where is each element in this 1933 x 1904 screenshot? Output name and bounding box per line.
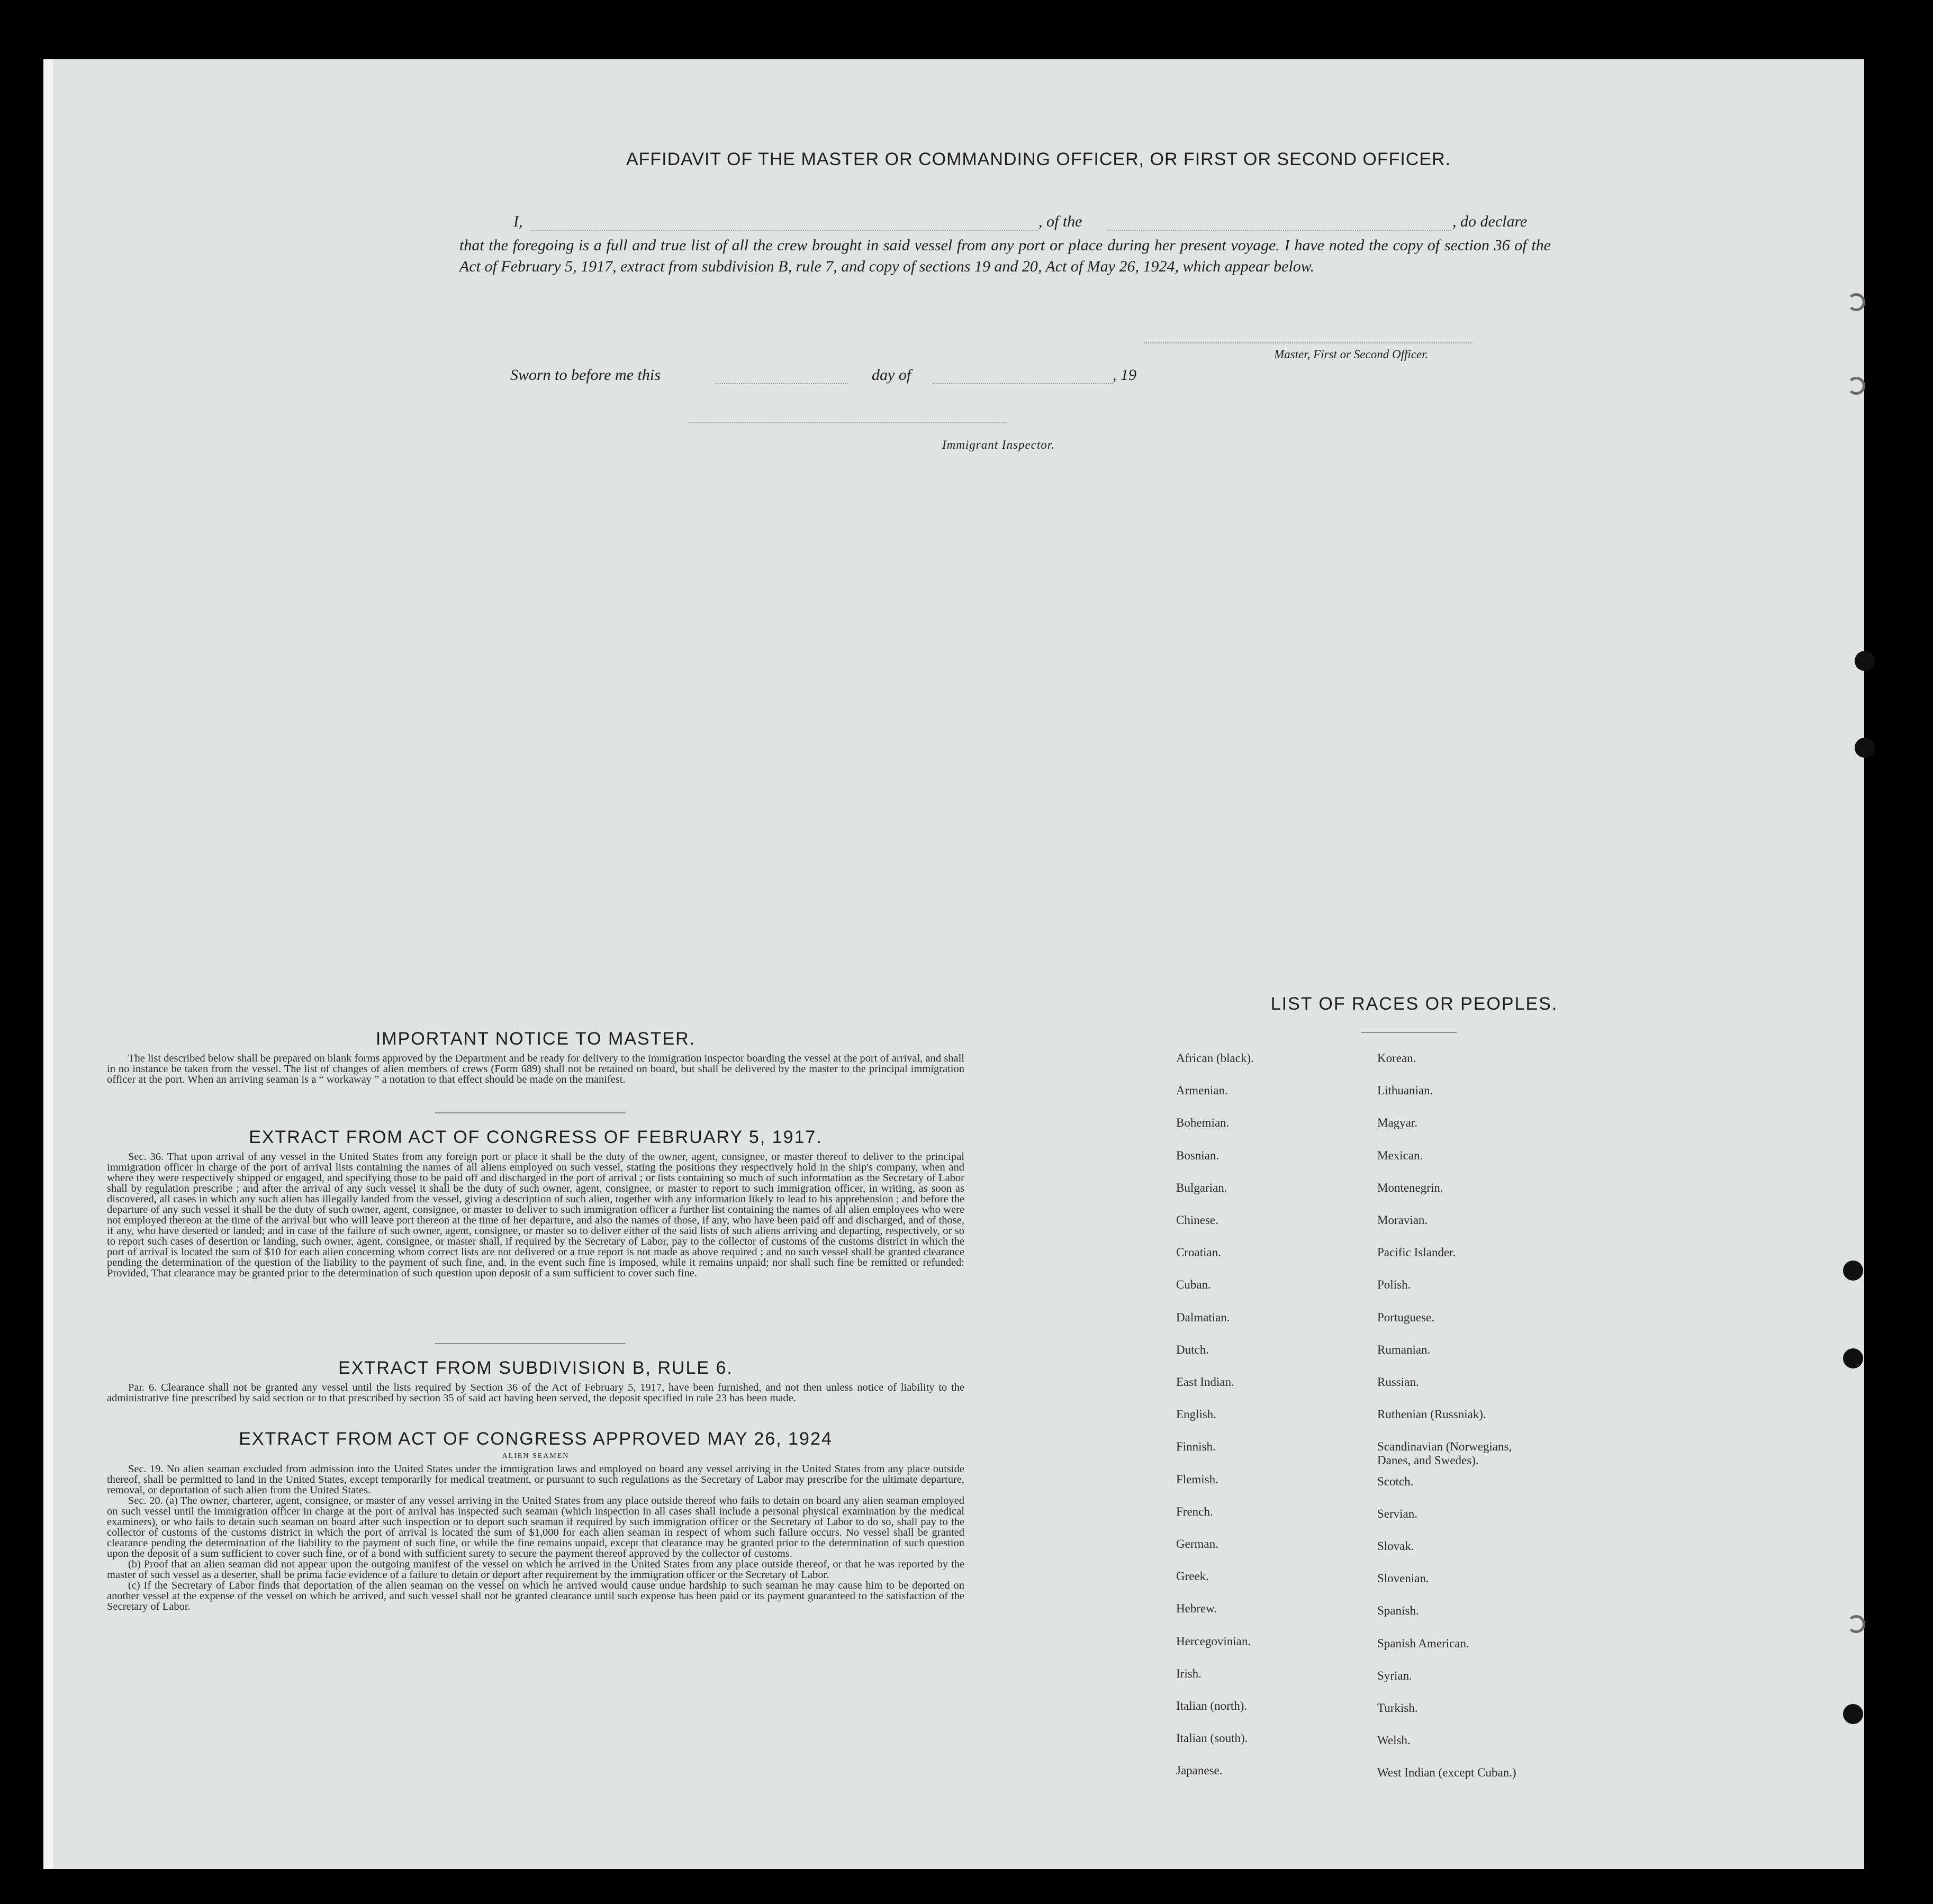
extract-rule-text bbox=[107, 1382, 964, 1403]
race-item: Servian. bbox=[1377, 1507, 1418, 1520]
race-item: Flemish. bbox=[1176, 1472, 1218, 1486]
race-item: Hebrew. bbox=[1176, 1602, 1217, 1616]
race-item: African (black). bbox=[1176, 1051, 1254, 1065]
race-item: Spanish. bbox=[1377, 1604, 1419, 1618]
race-item: Portuguese. bbox=[1377, 1310, 1434, 1324]
race-item: Italian (south). bbox=[1176, 1731, 1248, 1745]
race-item: Cuban. bbox=[1176, 1278, 1211, 1292]
race-item: Bosnian. bbox=[1176, 1148, 1220, 1162]
binding-hole-icon bbox=[1843, 1704, 1863, 1724]
binding-hole-icon bbox=[1843, 1348, 1863, 1368]
race-item: Korean. bbox=[1377, 1051, 1416, 1065]
race-item: Finnish. bbox=[1176, 1440, 1216, 1454]
extract-1924-text bbox=[107, 1464, 964, 1612]
race-item: Bohemian. bbox=[1176, 1116, 1230, 1130]
name-blank[interactable] bbox=[530, 230, 1038, 231]
sworn-day-label: day of bbox=[872, 366, 911, 384]
race-item: Dalmatian. bbox=[1176, 1310, 1230, 1324]
sworn-label: Sworn to before me this bbox=[510, 366, 661, 384]
race-item: Bulgarian. bbox=[1176, 1181, 1227, 1194]
race-item: Rumanian. bbox=[1377, 1343, 1431, 1356]
affidavit-i-label: I, bbox=[513, 213, 523, 230]
binding-hole-icon bbox=[1847, 293, 1865, 311]
extract-rule-heading: EXTRACT FROM SUBDIVISION B, RULE 6. bbox=[338, 1358, 733, 1378]
race-item: Lithuanian. bbox=[1377, 1084, 1433, 1098]
sworn-month-blank[interactable] bbox=[933, 383, 1113, 384]
binding-hole-icon bbox=[1855, 738, 1875, 758]
extract-1917-heading: EXTRACT FROM ACT OF CONGRESS OF FEBRUARY 5, 1917. bbox=[249, 1127, 823, 1147]
race-item: Greek. bbox=[1176, 1570, 1209, 1583]
race-item: Hercegovinian. bbox=[1176, 1634, 1251, 1648]
race-item: Ruthenian (Russniak). bbox=[1377, 1408, 1486, 1421]
notice-heading: IMPORTANT NOTICE TO MASTER. bbox=[375, 1029, 696, 1049]
sworn-year-label: , 19 bbox=[1113, 366, 1136, 384]
extract-1924-heading: EXTRACT FROM ACT OF CONGRESS APPROVED MAY 26, 1924 bbox=[239, 1429, 833, 1449]
race-item: Italian (north). bbox=[1176, 1699, 1248, 1712]
race-item: Scotch. bbox=[1377, 1474, 1414, 1488]
signature-caption: Master, First or Second Officer. bbox=[1274, 348, 1429, 361]
section-20a-paragraph: Sec. 20. (a) The owner, charterer, agent, consignee, or master of any vessel arriving in the United States from any place outside thereof who fails to detain on board any alien seaman employed on such vessel until the immigration officer in charge at the port of arrival has inspected such seaman (which inspection in all cases shall include a personal physical examination by the medical examiners), or who fails to detain such seaman on board after such inspection or to deport such seaman if required by such immigration officer or the Secretary of Labor to do so, shall pay to the collector of customs of the customs district in which the port of arrival is located the sum of $1,000 for each alien seaman in respect of whom such failure occurs. No vessel shall be granted clearance pending the determination of the liability to the payment of such fine, or while the fine remains unpaid, except that clearance may be granted prior to the determination of such question upon the deposit of a sum sufficient to cover such fine, or of a bond with sufficient surety to secure the payment thereof approved by the collector of customs. bbox=[107, 1495, 964, 1560]
race-item: Polish. bbox=[1377, 1278, 1411, 1292]
race-item: French. bbox=[1176, 1504, 1213, 1518]
page-edge bbox=[43, 59, 53, 1869]
binding-hole-icon bbox=[1847, 377, 1865, 395]
race-item: Turkish. bbox=[1377, 1701, 1418, 1715]
section-19-paragraph: Sec. 19. No alien seaman excluded from admission into the United States under the immigration laws and employed on board any vessel arriving in the United States from any place outside thereof, shall be permitted to land in the United States, except temporarily for medical treatment, or pursuant to such regulations as the Secretary of Labor may prescribe for the ultimate departure, removal, or deportation of such alien from the United States. bbox=[107, 1463, 964, 1496]
affidavit-of-the-label: , of the bbox=[1038, 213, 1082, 230]
race-item: Spanish American. bbox=[1377, 1636, 1469, 1650]
race-item: Welsh. bbox=[1377, 1734, 1411, 1747]
sworn-day-blank[interactable] bbox=[716, 383, 848, 384]
affidavit-heading: AFFIDAVIT OF THE MASTER OR COMMANDING OFFICER, OR FIRST OR SECOND OFFICER. bbox=[626, 149, 1451, 169]
binding-hole-icon bbox=[1855, 651, 1875, 671]
inspector-caption: Immigrant Inspector. bbox=[942, 438, 1055, 451]
affidavit-body: that the foregoing is a full and true list of all the crew brought in said vessel from any port or place during her present voyage. I have noted the copy of section 36 of the Act of February 5, 1917, extract from subdivision B, rule 7, and copy of sections 19 and 20, Act of May 26, 1924, which appear below. bbox=[459, 237, 1551, 275]
binding-hole-icon bbox=[1843, 1261, 1863, 1281]
section-20c-paragraph: (c) If the Secretary of Labor finds that deportation of the alien seaman on the vessel on which he arrived would cause undue hardship to such seaman he may cause him to be deported on another vessel at the expense of the vessel on which he arrived, and such vessel shall not be granted clearance until such expense has been paid or its payment guaranteed to the satisfaction of the Secretary of Labor. bbox=[107, 1580, 964, 1612]
race-item: Scandinavian (Norwegians, Danes, and Swedes). bbox=[1377, 1440, 1512, 1467]
binding-hole-icon bbox=[1847, 1615, 1865, 1633]
affidavit-do-declare-label: , do declare bbox=[1452, 213, 1528, 230]
extract-1917-text bbox=[107, 1152, 964, 1279]
race-item: East Indian. bbox=[1176, 1375, 1234, 1389]
race-item: Mexican. bbox=[1377, 1148, 1423, 1162]
divider bbox=[435, 1112, 626, 1113]
race-item: Pacific Islander. bbox=[1377, 1246, 1456, 1259]
notice-text bbox=[107, 1053, 964, 1085]
alien-seamen-subheading: ALIEN SEAMEN bbox=[502, 1452, 570, 1460]
race-item: Montenegrin. bbox=[1377, 1181, 1443, 1194]
race-item: German. bbox=[1176, 1537, 1218, 1551]
race-item: Slovak. bbox=[1377, 1539, 1414, 1553]
divider bbox=[1361, 1032, 1457, 1033]
race-item: Russian. bbox=[1377, 1375, 1419, 1389]
notice-paragraph: The list described below shall be prepared on blank forms approved by the Department and be ready for delivery to the immigration inspector boarding the vessel at the port of arrival, and shall in no instance be taken from the vessel. The list of changes of alien members of crews (Form 689) shall not be retained on board, but shall be delivered by the master to the principal immigration officer at the port. When an arriving seaman is a “ workaway ” a notation to that effect should be made on the manifest. bbox=[107, 1053, 964, 1085]
race-item: Magyar. bbox=[1377, 1116, 1418, 1130]
race-item: Dutch. bbox=[1176, 1343, 1209, 1356]
signature-line[interactable] bbox=[1144, 342, 1473, 343]
races-heading: LIST OF RACES OR PEOPLES. bbox=[1270, 994, 1558, 1014]
race-item: Chinese. bbox=[1176, 1213, 1218, 1227]
race-item: Irish. bbox=[1176, 1666, 1202, 1680]
divider bbox=[435, 1343, 626, 1344]
vessel-blank[interactable] bbox=[1107, 230, 1451, 231]
race-item: Croatian. bbox=[1176, 1246, 1221, 1259]
paragraph-6: Par. 6. Clearance shall not be granted any vessel until the lists required by Section 36 of the Act of February 5, 1917, have been furnished, and not then unless notice of liability to the administrative fine prescribed by said section or to that prescribed by section 35 of said act having been served, the deposit specified in rule 23 has been made. bbox=[107, 1382, 964, 1404]
section-20b-paragraph: (b) Proof that an alien seaman did not appear upon the outgoing manifest of the vessel on which he arrived in the United States from any place outside thereof, or that he was reported by the master of such vessel as a deserter, shall be prima facie evidence of a failure to detain or deport after requirement by the immigration officer or the Secretary of Labor. bbox=[107, 1558, 964, 1581]
form-page bbox=[43, 59, 1864, 1869]
race-item: Moravian. bbox=[1377, 1213, 1428, 1227]
section-36-paragraph: Sec. 36. That upon arrival of any vessel in the United States from any foreign port or place it shall be the duty of the owner, agent, consignee, or master thereof to deliver to the principal immigration officer in charge of the port of arrival lists containing the names of all aliens employed on such vessel, stating the positions they respectively hold in the ship's company, when and where they were respectively shipped or engaged, and specifying those to be paid off and discharged in the port of arrival ; or lists containing so much of such information as the Secretary of Labor shall by regulation prescribe ; and after the arrival of any such vessel it shall be the duty of such owner, agent, consignee, or master to report to such immigration officer, in writing, as soon as discovered, all cases in which any such alien has illegally landed from the vessel, giving a description of such alien, together with any information likely to lead to his apprehension ; and before the departure of any such vessel it shall be the duty of such owner, agent, consignee, or master to deliver to such immigration officer a further list containing the names of all alien employees who were not employed thereon at the time of the arrival but who will leave port thereon at the time of her departure, and also the names of those, if any, who have been paid off and discharged, and of those, if any, who have deserted or landed; and in case of the failure of such owner, agent, consignee, or master so to deliver either of the said lists of such aliens arriving and departing, respectively, or so to report such cases of desertion or landing, such owner, agent, consignee, or master shall, if required by the Secretary of Labor, pay to the collector of customs of the customs district in which the port of arrival is located the sum of $10 for each alien concerning whom correct lists are not delivered or a true report is not made as above required ; and no such vessel shall be granted clearance pending the determination of the question of the liability to the payment of such fine, and, in the event such fine is imposed, while it remains unpaid; nor shall such fine be remitted or refunded: Provided, That clearance may be granted prior to the determination of such question upon deposit of a sum sufficient to cover such fine. bbox=[107, 1151, 964, 1279]
race-item: Armenian. bbox=[1176, 1084, 1228, 1098]
race-item: English. bbox=[1176, 1408, 1217, 1421]
inspector-signature-line[interactable] bbox=[688, 422, 1006, 423]
race-item: Japanese. bbox=[1176, 1764, 1223, 1778]
race-item: Syrian. bbox=[1377, 1669, 1412, 1682]
race-item: Slovenian. bbox=[1377, 1572, 1429, 1585]
race-item: West Indian (except Cuban.) bbox=[1377, 1766, 1516, 1780]
